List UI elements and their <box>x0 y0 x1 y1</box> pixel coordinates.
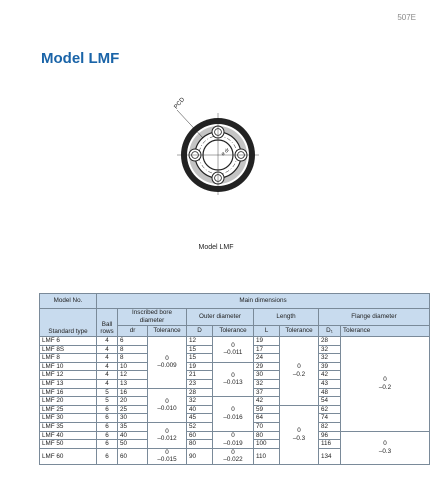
tolerance-upper: 0 <box>231 371 235 379</box>
cell-model: LMF 40 <box>40 431 97 440</box>
table-row <box>40 431 430 440</box>
cell-D1: 54 <box>319 397 341 406</box>
tolerance-lower: –0.016 <box>223 413 243 421</box>
cell-model: LMF 8 <box>40 354 97 363</box>
tolerance-D <box>213 431 254 448</box>
tolerance-lower: –0.009 <box>157 362 177 370</box>
tolerance-L <box>280 405 319 464</box>
cell-D: 60 <box>187 431 213 440</box>
cell-model: LMF 35 <box>40 422 97 431</box>
cell-L: 37 <box>254 388 280 397</box>
tolerance-dr <box>148 422 187 448</box>
cell-model: LMF 16 <box>40 388 97 397</box>
cell-model: LMF 13 <box>40 379 97 388</box>
tolerance-lower: –0.011 <box>223 349 243 357</box>
tolerance-upper: 0 <box>383 376 387 384</box>
header-L: L <box>254 326 280 337</box>
cell-dr: 12 <box>118 371 148 380</box>
cell-ball-rows: 6 <box>97 405 118 414</box>
cell-L: 19 <box>254 337 280 346</box>
header-D1-tolerance: Tolerance <box>341 326 430 337</box>
tolerance-D <box>213 448 254 464</box>
cell-model: LMF 12 <box>40 371 97 380</box>
page-number: 507E <box>397 13 416 22</box>
cell-ball-rows: 4 <box>97 379 118 388</box>
cell-ball-rows: 4 <box>97 337 118 346</box>
figure-caption: Model LMF <box>198 244 234 251</box>
tolerance-upper: 0 <box>165 427 169 435</box>
header-standard-type: Standard type <box>40 309 97 337</box>
cell-D1: 32 <box>319 354 341 363</box>
header-dr-tolerance: Tolerance <box>148 326 187 337</box>
header-flange-diameter: Flange diameter <box>319 309 430 326</box>
diameter-label: ø dr <box>220 147 231 158</box>
cell-L: 24 <box>254 354 280 363</box>
cell-D1: 116 <box>319 440 341 449</box>
cell-D: 32 <box>187 397 213 406</box>
cell-dr: 60 <box>118 448 148 464</box>
cell-D1: 39 <box>319 362 341 371</box>
cell-ball-rows: 5 <box>97 388 118 397</box>
header-D-tolerance: Tolerance <box>213 326 254 337</box>
cell-D: 23 <box>187 379 213 388</box>
header-inscribed-bore: Inscribed bore diameter <box>118 309 187 326</box>
cell-ball-rows: 4 <box>97 371 118 380</box>
tolerance-lower: –0.012 <box>157 435 177 443</box>
cell-D1: 62 <box>319 405 341 414</box>
header-D: D <box>187 326 213 337</box>
dimensions-table <box>39 293 430 465</box>
cell-D: 90 <box>187 448 213 464</box>
cell-dr: 20 <box>118 397 148 406</box>
cell-dr: 8 <box>118 354 148 363</box>
cell-dr: 40 <box>118 431 148 440</box>
cell-D1: 82 <box>319 422 341 431</box>
cell-D: 28 <box>187 388 213 397</box>
cell-D: 80 <box>187 440 213 449</box>
tolerance-D1 <box>341 431 430 464</box>
tolerance-lower: –0.013 <box>223 379 243 387</box>
tolerance-D <box>213 362 254 396</box>
tolerance-upper: 0 <box>297 363 301 371</box>
tolerance-lower: –0.2 <box>378 383 392 391</box>
cell-ball-rows: 6 <box>97 431 118 440</box>
header-L-tolerance: Tolerance <box>280 326 319 337</box>
tolerance-dr <box>148 337 187 389</box>
tolerance-lower: –0.022 <box>223 456 243 464</box>
cell-dr: 13 <box>118 379 148 388</box>
cell-ball-rows: 6 <box>97 440 118 449</box>
page-title: Model LMF <box>41 50 120 67</box>
tolerance-lower: –0.3 <box>378 447 392 455</box>
tolerance-upper: 0 <box>165 354 169 362</box>
cell-D: 21 <box>187 371 213 380</box>
tolerance-upper: 0 <box>231 432 235 440</box>
cell-dr: 6 <box>118 337 148 346</box>
tolerance-upper: 0 <box>231 448 235 456</box>
cell-D: 12 <box>187 337 213 346</box>
cell-ball-rows: 6 <box>97 414 118 423</box>
cell-model: LMF 20 <box>40 397 97 406</box>
cell-D1: 134 <box>319 448 341 464</box>
cell-D1: 42 <box>319 371 341 380</box>
tolerance-lower: –0.2 <box>292 370 306 378</box>
tolerance-upper: 0 <box>165 448 169 456</box>
tolerance-dr <box>148 388 187 422</box>
tolerance-lower: –0.019 <box>223 439 243 447</box>
cell-dr: 10 <box>118 362 148 371</box>
tolerance-lower: –0.010 <box>157 405 177 413</box>
cell-D1: 43 <box>319 379 341 388</box>
pcd-label: PCD <box>173 96 187 111</box>
cell-ball-rows: 6 <box>97 422 118 431</box>
flange-drawing <box>163 95 273 205</box>
cell-ball-rows: 4 <box>97 345 118 354</box>
cell-D1: 28 <box>319 337 341 346</box>
cell-dr: 8 <box>118 345 148 354</box>
cell-L: 29 <box>254 362 280 371</box>
cell-D1: 74 <box>319 414 341 423</box>
cell-L: 30 <box>254 371 280 380</box>
cell-L: 80 <box>254 431 280 440</box>
tolerance-upper: 0 <box>231 341 235 349</box>
cell-D: 40 <box>187 405 213 414</box>
cell-model: LMF 8S <box>40 345 97 354</box>
cell-D1: 48 <box>319 388 341 397</box>
cell-D: 45 <box>187 414 213 423</box>
tolerance-lower: –0.015 <box>157 456 177 464</box>
cell-D: 52 <box>187 422 213 431</box>
cell-D: 15 <box>187 354 213 363</box>
cell-D: 15 <box>187 345 213 354</box>
cell-dr: 16 <box>118 388 148 397</box>
cell-dr: 25 <box>118 405 148 414</box>
cell-model: LMF 50 <box>40 440 97 449</box>
header-outer-diameter: Outer diameter <box>187 309 254 326</box>
cell-ball-rows: 4 <box>97 362 118 371</box>
cell-L: 17 <box>254 345 280 354</box>
cell-D: 19 <box>187 362 213 371</box>
cell-dr: 35 <box>118 422 148 431</box>
cell-ball-rows: 6 <box>97 448 118 464</box>
header-dr: dr <box>118 326 148 337</box>
header-main-dimensions: Main dimensions <box>97 294 430 309</box>
cell-ball-rows: 4 <box>97 354 118 363</box>
cell-dr: 50 <box>118 440 148 449</box>
tolerance-D1 <box>341 337 430 432</box>
cell-ball-rows: 5 <box>97 397 118 406</box>
tolerance-upper: 0 <box>383 440 387 448</box>
cell-model: LMF 25 <box>40 405 97 414</box>
header-ball-rows: Ball rows <box>97 309 118 337</box>
cell-L: 110 <box>254 448 280 464</box>
tolerance-upper: 0 <box>231 406 235 414</box>
cell-model: LMF 30 <box>40 414 97 423</box>
tolerance-dr <box>148 448 187 464</box>
cell-dr: 30 <box>118 414 148 423</box>
tolerance-D <box>213 397 254 431</box>
tolerance-lower: –0.3 <box>292 434 306 442</box>
cell-L: 59 <box>254 405 280 414</box>
cell-L: 32 <box>254 379 280 388</box>
header-model-no: Model No. <box>40 294 97 309</box>
cell-L: 100 <box>254 440 280 449</box>
tolerance-D <box>213 337 254 363</box>
tolerance-L <box>280 337 319 406</box>
tolerance-upper: 0 <box>165 397 169 405</box>
header-D1: D₁ <box>319 326 341 337</box>
cell-model: LMF 10 <box>40 362 97 371</box>
cell-D1: 32 <box>319 345 341 354</box>
cell-model: LMF 6 <box>40 337 97 346</box>
table-row <box>40 337 430 346</box>
header-length: Length <box>254 309 319 326</box>
cell-model: LMF 60 <box>40 448 97 464</box>
cell-L: 64 <box>254 414 280 423</box>
cell-D1: 96 <box>319 431 341 440</box>
cell-L: 42 <box>254 397 280 406</box>
tolerance-upper: 0 <box>297 427 301 435</box>
cell-L: 70 <box>254 422 280 431</box>
